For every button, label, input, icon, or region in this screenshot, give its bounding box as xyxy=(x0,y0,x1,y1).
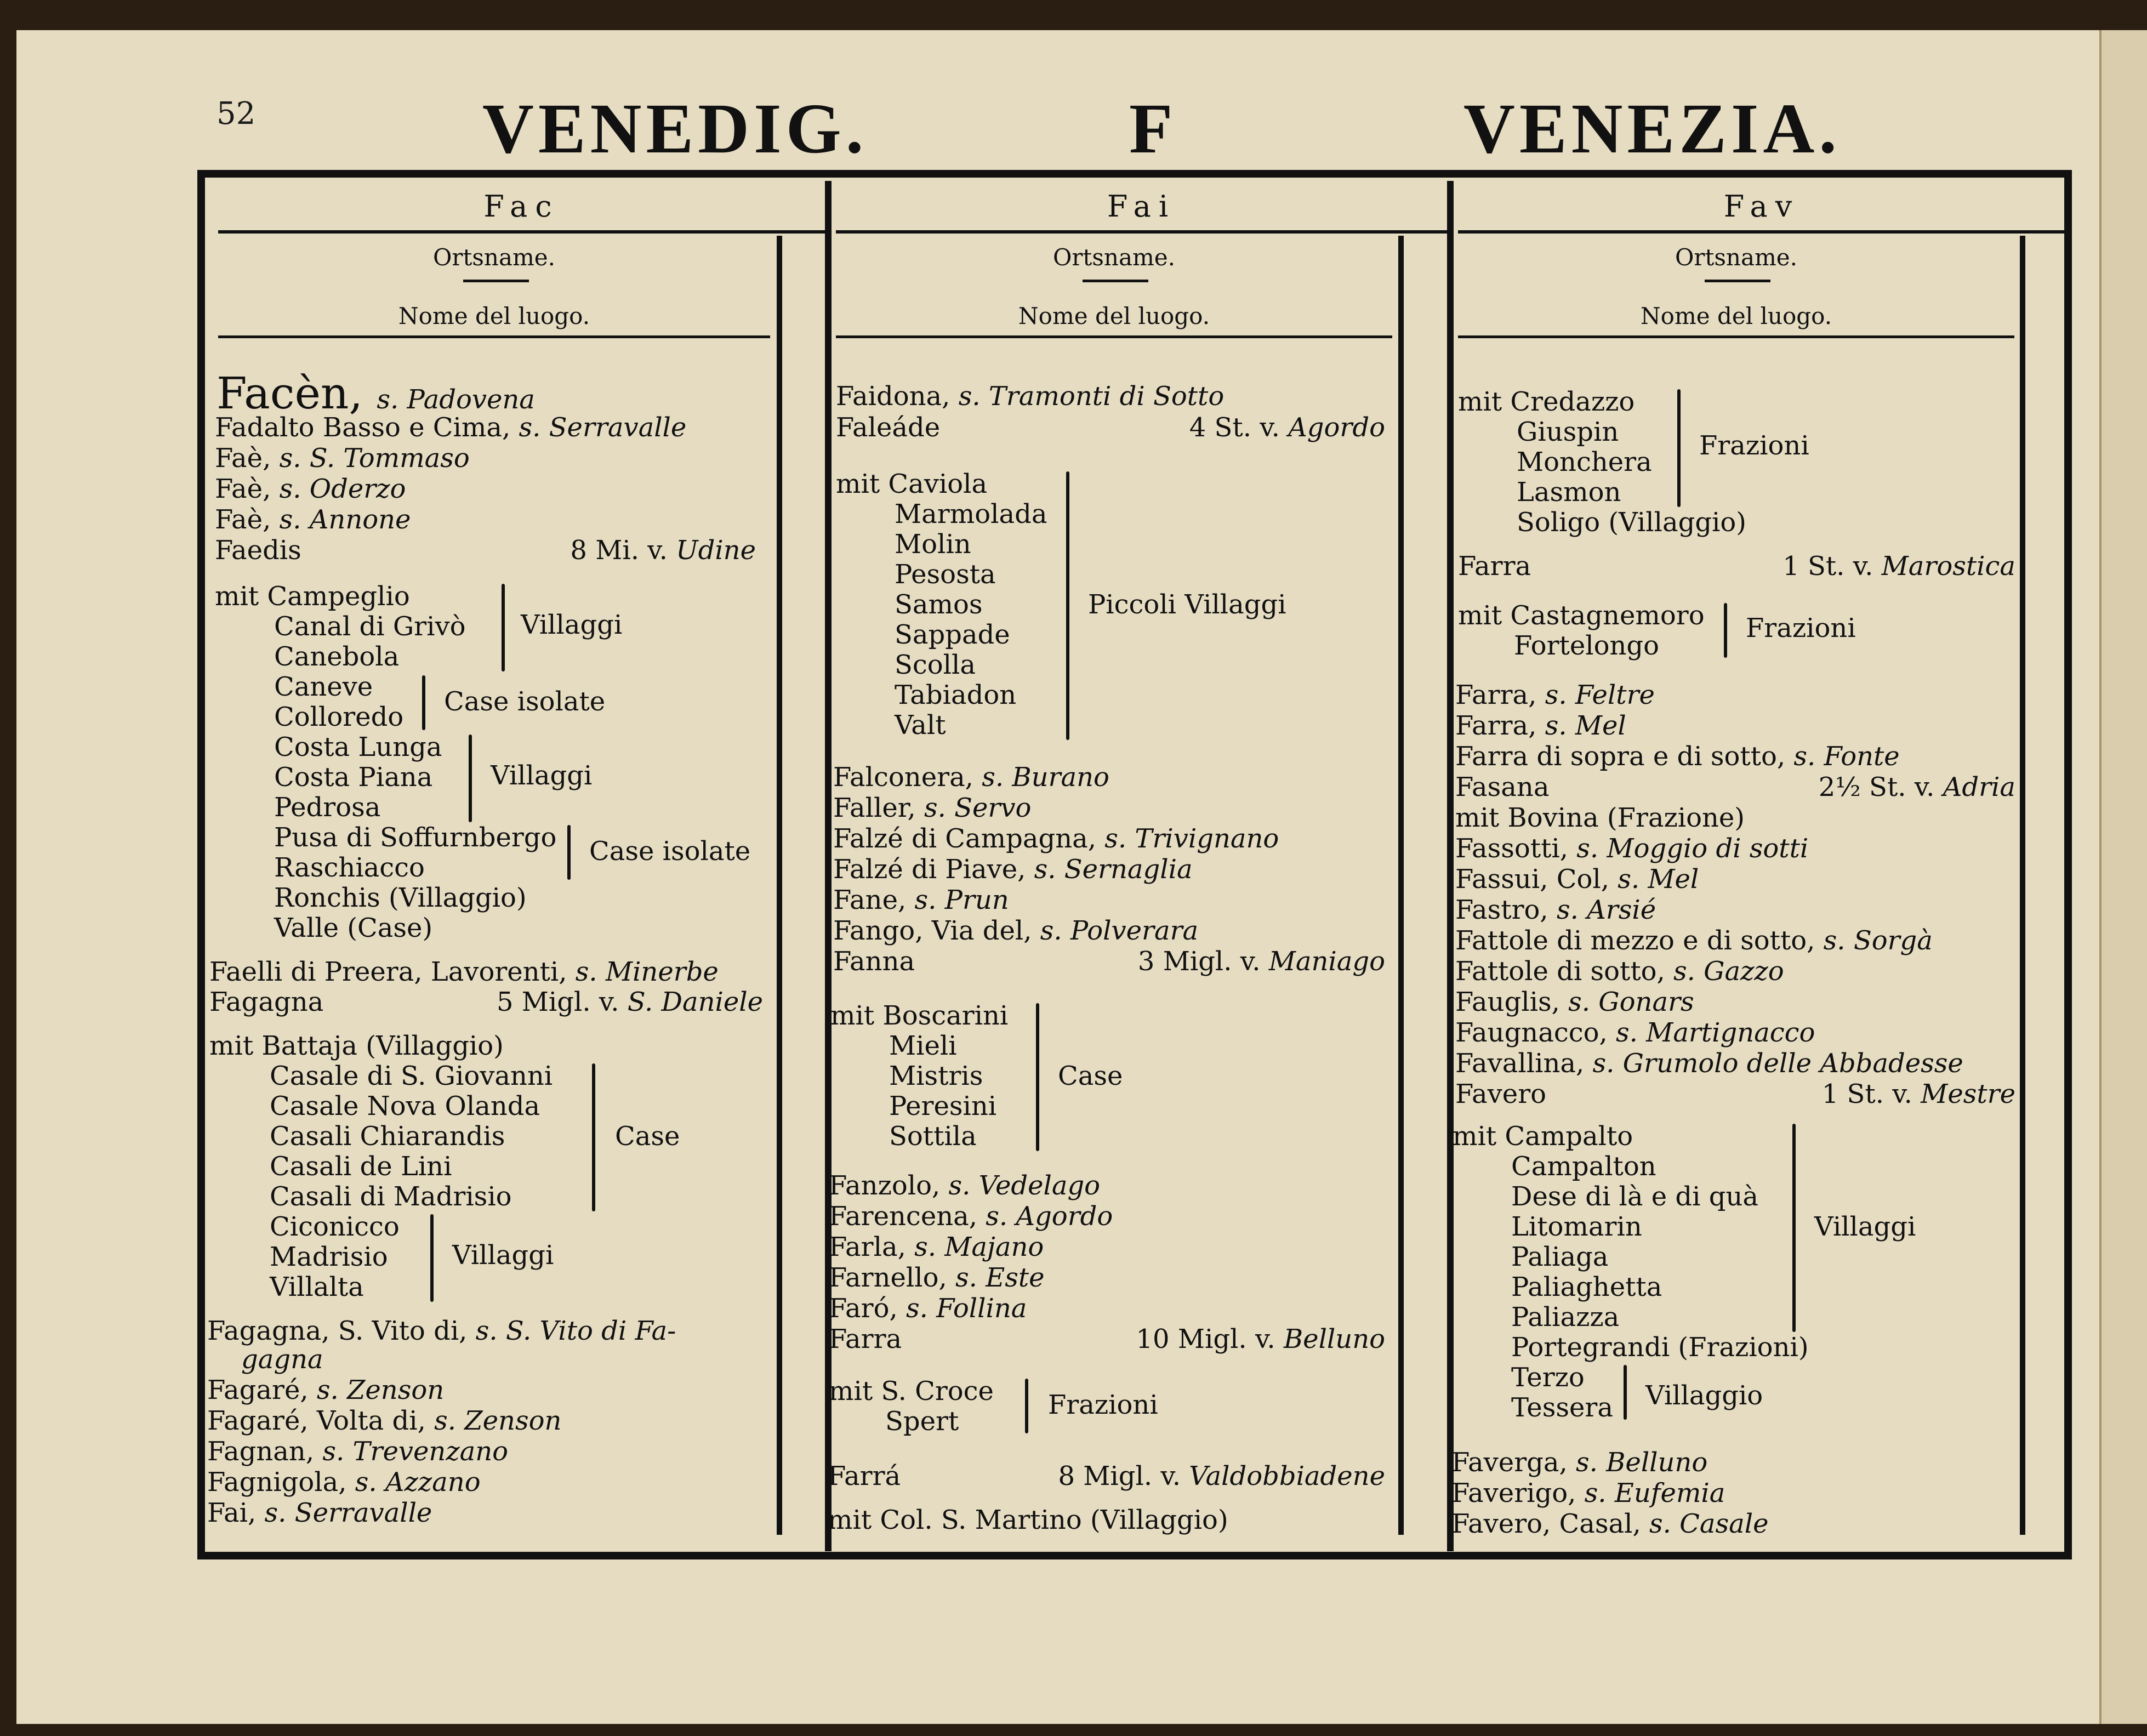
group-label: Case isolate xyxy=(444,686,606,717)
entry-name: Faverga, xyxy=(1451,1447,1576,1478)
entry xyxy=(1455,710,1626,741)
sub-entry: Costa Lunga xyxy=(274,732,442,762)
entry-name: Farencena, xyxy=(829,1201,986,1232)
brace xyxy=(592,1063,595,1211)
entry-name: Fanzolo, xyxy=(829,1170,949,1201)
nome-label: Nome del luogo. xyxy=(398,303,590,329)
sub-entry: Monchera xyxy=(1517,447,1652,477)
entry-name: Faró, xyxy=(829,1293,907,1324)
entry-ref: s. Serravalle xyxy=(264,1498,432,1528)
sub-entry: Pedrosa xyxy=(274,792,381,823)
next-page-edge xyxy=(2099,30,2147,1724)
column-head: Fai xyxy=(1107,189,1176,224)
sub-entry: Casale Nova Olanda xyxy=(270,1091,540,1122)
distance-town: Maniago xyxy=(1268,946,1385,977)
entry-name: Fagagna xyxy=(209,987,324,1017)
distance-value: 8 Migl. v. xyxy=(1058,1461,1189,1492)
entry xyxy=(1451,1447,1707,1478)
entry-ref: s. Fonte xyxy=(1793,741,1900,772)
entry-ref: s. Grumolo delle Abbadesse xyxy=(1592,1048,1963,1079)
entry xyxy=(833,793,1031,823)
entry-name: Faelli di Preera, Lavorenti, xyxy=(209,957,576,987)
ortsname-label: Ortsname. xyxy=(1675,244,1798,271)
group-label: Case isolate xyxy=(589,836,751,867)
entry xyxy=(829,1201,1113,1232)
header-right: VENEZIA. xyxy=(1463,89,1841,168)
sub-entry: Terzo xyxy=(1511,1362,1585,1393)
entry xyxy=(836,381,1224,412)
sub-entry: Giuspin xyxy=(1517,417,1619,447)
entry xyxy=(833,885,1009,915)
sub-entry: mit Castagnemoro xyxy=(1458,600,1705,631)
group-label: Frazioni xyxy=(1746,613,1856,644)
group-label: Villaggi xyxy=(521,610,623,640)
entry-ref: s. Eufemia xyxy=(1584,1478,1725,1509)
entry-name: Fassotti, xyxy=(1455,833,1577,864)
sub-entry: Litomarin xyxy=(1511,1211,1642,1242)
entry xyxy=(1455,895,1656,925)
entry-name: Faè, xyxy=(215,504,280,535)
sub-entry: Canebola xyxy=(274,641,400,672)
brace xyxy=(567,825,571,880)
sub-entry: Scolla xyxy=(895,650,976,680)
entry xyxy=(833,854,1193,885)
entry-ref: s. Mel xyxy=(1618,864,1699,895)
ortsname-label: Ortsname. xyxy=(1052,244,1176,271)
entry-name: Fagagna, S. Vito di, xyxy=(207,1316,476,1346)
sub-entry: mit Caviola xyxy=(836,469,988,499)
entry-name: Farra xyxy=(1458,551,1531,582)
dash-rule xyxy=(463,280,529,282)
entry-ref: s. Majano xyxy=(914,1232,1044,1262)
sub-entry: Marmolada xyxy=(895,499,1047,530)
sub-entry: Ronchis (Villaggio) xyxy=(274,883,527,913)
entry-ref: s. Este xyxy=(955,1262,1045,1293)
entry xyxy=(207,1375,444,1405)
subheader-rule xyxy=(1458,335,2014,338)
ortsname-label: Ortsname. xyxy=(432,244,556,271)
entry-ref-cont: gagna xyxy=(241,1344,323,1375)
entry-name: Fauglis, xyxy=(1455,987,1569,1017)
sub-entry: Campalton xyxy=(1511,1151,1656,1182)
group-label: Piccoli Villaggi xyxy=(1088,589,1286,620)
entry-ref: s. Tramonti di Sotto xyxy=(958,381,1225,412)
header-rule xyxy=(1458,230,2065,234)
distance-value: 1 St. v. xyxy=(1782,551,1882,582)
entry xyxy=(829,1262,1045,1293)
inner-rule xyxy=(777,236,782,1535)
group-label: Villaggi xyxy=(1814,1211,1916,1242)
brace xyxy=(1724,603,1727,658)
group-label: Villaggi xyxy=(452,1240,554,1271)
entry xyxy=(215,443,470,474)
sub-entry: Caneve xyxy=(274,671,373,702)
entry xyxy=(207,1405,561,1436)
entry-name: Farrá xyxy=(828,1461,901,1492)
distance-town: Agordo xyxy=(1288,412,1385,443)
entry xyxy=(215,412,686,443)
brace xyxy=(1624,1365,1627,1420)
entry xyxy=(1455,864,1699,895)
sub-entry: Tessera xyxy=(1511,1392,1613,1423)
distance-value: 8 Mi. v. xyxy=(570,535,676,566)
entry xyxy=(829,1232,1044,1262)
sub-entry: Valle (Case) xyxy=(274,913,433,943)
entry-name: Faè, xyxy=(215,474,280,504)
entry xyxy=(1455,925,1933,956)
entry-name: Faverigo, xyxy=(1451,1478,1585,1509)
entry-name: Falzé di Piave, xyxy=(833,854,1034,885)
distance-value: 2½ St. v. xyxy=(1818,772,1943,802)
header-center: F xyxy=(1129,89,1177,168)
entry xyxy=(215,474,406,504)
brace xyxy=(422,675,425,730)
distance-value: 4 St. v. xyxy=(1189,412,1289,443)
entry-name: Favallina, xyxy=(1455,1048,1593,1079)
entry-ref: s. Gazzo xyxy=(1673,956,1784,987)
entry xyxy=(207,1316,676,1346)
entry-name: Falzé di Campagna, xyxy=(833,823,1105,854)
entry-ref: s. Trevenzano xyxy=(322,1436,509,1467)
distance-value: 1 St. v. xyxy=(1821,1079,1921,1109)
brace xyxy=(1036,1003,1039,1151)
brace xyxy=(1025,1379,1028,1433)
group-label: Frazioni xyxy=(1699,430,1809,461)
sub-entry: mit Battaja (Villaggio) xyxy=(209,1031,504,1061)
sub-entry: Sappade xyxy=(895,619,1010,650)
sub-entry: Valt xyxy=(895,710,946,741)
sub-entry: Pusa di Soffurnbergo xyxy=(274,822,557,853)
entry xyxy=(833,823,1279,854)
entry-ref: s. Gonars xyxy=(1568,987,1694,1017)
brace xyxy=(502,584,505,671)
group-label: Case xyxy=(615,1121,680,1152)
distance-town: Marostica xyxy=(1881,551,2015,582)
distance xyxy=(497,987,763,1017)
entry-name: Fadalto Basso e Cima, xyxy=(215,412,519,443)
distance xyxy=(1822,1079,2015,1109)
sub-entry: Molin xyxy=(895,529,971,560)
entry xyxy=(1455,833,1808,864)
distance xyxy=(1189,412,1385,443)
header-rule xyxy=(218,230,825,234)
sub-entry: Mistris xyxy=(889,1061,983,1091)
distance-value: 3 Migl. v. xyxy=(1137,946,1269,977)
dash-rule xyxy=(1705,280,1770,282)
sub-entry: Mieli xyxy=(889,1031,957,1061)
distance-town: S. Daniele xyxy=(627,987,763,1017)
entry-ref: s. Prun xyxy=(914,885,1009,915)
sub-entry: Ciconicco xyxy=(270,1211,400,1242)
entry-name: Favero, Casal, xyxy=(1451,1509,1650,1539)
entry-name: Fane, xyxy=(833,885,915,915)
subheader-rule xyxy=(836,335,1392,338)
entry-ref: s. Oderzo xyxy=(279,474,406,504)
entry xyxy=(215,504,411,535)
distance-town: Valdobbiadene xyxy=(1189,1461,1385,1492)
sub-entry: Samos xyxy=(895,589,983,620)
sub-entry: mit Campeglio xyxy=(215,581,410,612)
entry-ref: s. Agordo xyxy=(986,1201,1113,1232)
sub-entry: mit Bovina (Frazione) xyxy=(1455,802,1745,833)
sub-entry: Lasmon xyxy=(1517,477,1621,508)
sub-entry: mit S. Croce xyxy=(829,1376,994,1407)
entry-ref: s. Zenson xyxy=(434,1405,562,1436)
distance xyxy=(1138,946,1385,977)
entry-name: Faugnacco, xyxy=(1455,1017,1616,1048)
entry-ref: s. Follina xyxy=(906,1293,1027,1324)
sub-entry: Canal di Grivò xyxy=(274,611,466,642)
header-rule xyxy=(836,230,1447,234)
entry xyxy=(207,1467,481,1498)
column-divider xyxy=(1447,181,1454,1551)
sub-entry: Tabiadon xyxy=(895,680,1017,710)
entry xyxy=(829,1293,1027,1324)
entry-ref: s. Annone xyxy=(279,504,411,535)
entry-ref: s. S. Tommaso xyxy=(279,443,470,474)
brace xyxy=(1677,389,1681,507)
nome-label: Nome del luogo. xyxy=(1640,303,1832,329)
entry-name: Farra xyxy=(829,1324,902,1354)
distance xyxy=(570,535,756,566)
entry-ref xyxy=(241,1344,323,1375)
sub-entry: Peresini xyxy=(889,1091,997,1122)
entry-ref: s. Sorgà xyxy=(1823,925,1933,956)
sub-entry: Casali di Madrisio xyxy=(270,1181,512,1212)
group-label: Villaggio xyxy=(1645,1380,1763,1411)
sub-entry: mit Col. S. Martino (Villaggio) xyxy=(828,1505,1228,1535)
entry-name: Faedis xyxy=(215,535,301,566)
entry-ref: s. Mel xyxy=(1545,710,1626,741)
entry xyxy=(217,368,535,419)
brace xyxy=(469,735,472,822)
entry-name: Fagaré, xyxy=(207,1375,317,1405)
entry-name: Faleáde xyxy=(836,412,941,443)
sub-entry: mit Boscarini xyxy=(830,1000,1009,1031)
entry xyxy=(1455,987,1694,1017)
sub-entry: Portegrandi (Frazioni) xyxy=(1511,1332,1809,1363)
group-label: Frazioni xyxy=(1048,1390,1158,1420)
sub-entry: Spert xyxy=(885,1406,959,1437)
entry xyxy=(1451,1478,1725,1509)
entry xyxy=(1455,680,1655,710)
distance-town: Belluno xyxy=(1283,1324,1385,1354)
sub-entry: Sottila xyxy=(889,1121,977,1152)
entry-name: Faidona, xyxy=(836,381,959,412)
sub-entry: Soligo (Villaggio) xyxy=(1517,507,1747,538)
entry-ref: s. Belluno xyxy=(1576,1447,1708,1478)
sub-entry: Colloredo xyxy=(274,702,404,732)
sub-entry: Pesosta xyxy=(895,559,996,590)
entry xyxy=(207,1436,508,1467)
group-label: Villaggi xyxy=(491,760,593,791)
entry-ref: s. Casale xyxy=(1649,1509,1769,1539)
distance xyxy=(1819,772,2015,802)
nome-label: Nome del luogo. xyxy=(1018,303,1210,329)
entry-name: Farra di sopra e di sotto, xyxy=(1455,741,1794,772)
entry-name: Fastro, xyxy=(1455,895,1557,925)
entry-ref: s. Polverara xyxy=(1040,915,1199,946)
sub-entry: Fortelongo xyxy=(1514,630,1660,661)
brace xyxy=(1066,471,1069,740)
entry-name: Farnello, xyxy=(829,1262,956,1293)
entry-ref: s. Martignacco xyxy=(1616,1017,1815,1048)
entry xyxy=(1455,1017,1815,1048)
distance-value: 10 Migl. v. xyxy=(1136,1324,1284,1354)
entry-name: Farra, xyxy=(1455,680,1545,710)
sub-entry: Dese di là e di quà xyxy=(1511,1181,1759,1212)
distance-town: Udine xyxy=(676,535,756,566)
entry-ref: s. Padovena xyxy=(377,384,535,415)
sub-entry: Casali Chiarandis xyxy=(270,1121,505,1152)
entry-ref: s. Serravalle xyxy=(519,412,687,443)
entry xyxy=(209,957,719,987)
sub-entry: Casali de Lini xyxy=(270,1151,452,1182)
entry-name: Fassui, Col, xyxy=(1455,864,1618,895)
brace xyxy=(430,1214,434,1302)
entry xyxy=(833,762,1109,793)
entry-name: Fasana xyxy=(1455,772,1550,802)
entry-ref: s. S. Vito di Fa- xyxy=(475,1316,676,1346)
entry-ref: s. Burano xyxy=(982,762,1109,793)
entry-ref: s. Sernaglia xyxy=(1034,854,1193,885)
entry-name: Fango, Via del, xyxy=(833,915,1040,946)
sub-entry: Paliaghetta xyxy=(1511,1272,1662,1302)
header-left: VENEDIG. xyxy=(482,89,868,168)
entry-name: Faller, xyxy=(833,793,924,823)
entry-ref: s. Trivignano xyxy=(1104,823,1279,854)
sub-entry: Villalta xyxy=(270,1272,364,1302)
entry xyxy=(1451,1509,1769,1539)
entry xyxy=(1455,1048,1963,1079)
column-head: Fac xyxy=(483,189,560,224)
entry-name: Fattole di sotto, xyxy=(1455,956,1674,987)
entry-ref: s. Feltre xyxy=(1545,680,1655,710)
inner-rule xyxy=(2020,236,2025,1535)
subheader-rule xyxy=(218,335,770,338)
entry-name: Faè, xyxy=(215,443,280,474)
entry-name: Fattole di mezzo e di sotto, xyxy=(1455,925,1824,956)
distance-town: Mestre xyxy=(1921,1079,2015,1109)
entry-ref: s. Servo xyxy=(924,793,1032,823)
entry-name: Facèn, xyxy=(217,368,377,419)
column-head: Fav xyxy=(1723,189,1800,224)
inner-rule xyxy=(1398,236,1404,1535)
entry xyxy=(1455,741,1900,772)
distance xyxy=(1782,551,2015,582)
sub-entry: Madrisio xyxy=(270,1242,388,1272)
entry-name: Falconera, xyxy=(833,762,982,793)
brace xyxy=(1792,1124,1796,1332)
entry-ref: s. Moggio di sotti xyxy=(1576,833,1809,864)
entry xyxy=(207,1498,432,1528)
distance-town: Adria xyxy=(1943,772,2015,802)
entry-ref: s. Arsié xyxy=(1556,895,1656,925)
entry-name: Fagnigola, xyxy=(207,1467,355,1498)
dash-rule xyxy=(1083,280,1148,282)
entry-ref: s. Azzano xyxy=(355,1467,481,1498)
entry-name: Fanna xyxy=(833,946,915,977)
sub-entry: mit Campalto xyxy=(1453,1121,1633,1152)
entry-name: Favero xyxy=(1455,1079,1547,1109)
page-number: 52 xyxy=(217,96,256,132)
entry-ref: s. Zenson xyxy=(316,1375,445,1405)
sub-entry: mit Credazzo xyxy=(1458,386,1635,417)
sub-entry: Paliazza xyxy=(1511,1302,1620,1333)
sub-entry: Costa Piana xyxy=(274,762,433,793)
sub-entry: Casale di S. Giovanni xyxy=(270,1061,553,1091)
entry-name: Farla, xyxy=(829,1232,915,1262)
entry-name: Farra, xyxy=(1455,710,1545,741)
sub-entry: Paliaga xyxy=(1511,1242,1609,1272)
distance xyxy=(1136,1324,1385,1354)
entry xyxy=(833,915,1198,946)
entry xyxy=(1455,956,1784,987)
sub-entry: Raschiacco xyxy=(274,852,425,883)
group-label: Case xyxy=(1058,1061,1123,1091)
entry-name: Fagnan, xyxy=(207,1436,323,1467)
entry-name: Fai, xyxy=(207,1498,265,1528)
entry xyxy=(829,1170,1100,1201)
entry-ref: s. Vedelago xyxy=(948,1170,1101,1201)
entry-name: Fagaré, Volta di, xyxy=(207,1405,435,1436)
distance-value: 5 Migl. v. xyxy=(496,987,628,1017)
entry-ref: s. Minerbe xyxy=(575,957,719,987)
distance xyxy=(1058,1461,1385,1492)
